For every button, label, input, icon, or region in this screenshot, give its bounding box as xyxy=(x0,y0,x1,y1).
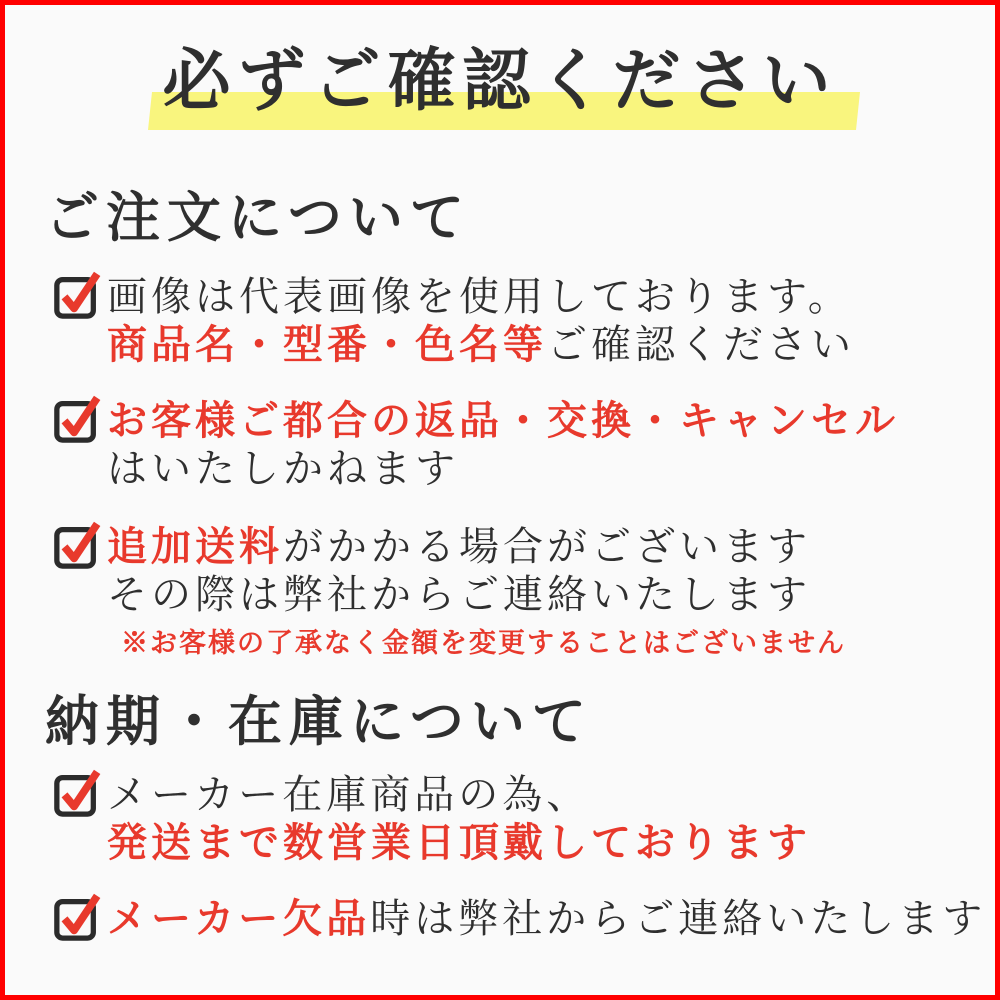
item-line xyxy=(107,895,987,943)
text-dark: その際は弊社からご連絡いたします xyxy=(107,572,811,618)
item-text xyxy=(107,523,975,663)
text-red: お客様ご都合の返品・交換・キャンセル xyxy=(107,398,899,444)
text-dark: 画像は代表画像を使用しております。 xyxy=(107,274,852,320)
checklist-item-maker-shortage xyxy=(53,895,987,943)
checkbox-icon xyxy=(53,889,101,943)
checkbox-icon xyxy=(53,765,101,819)
text-dark: がかかる場合がございます xyxy=(283,524,811,570)
checkbox-icon xyxy=(53,267,101,321)
text-dark: メーカー在庫商品の為、 xyxy=(107,772,591,818)
text-red: 商品名・型番・色名等 xyxy=(107,322,547,368)
checkbox-icon xyxy=(53,517,101,571)
item-text xyxy=(107,771,975,867)
section-heading-stock: 納期・在庫について xyxy=(45,692,593,753)
checkbox-icon xyxy=(53,391,101,445)
item-line xyxy=(107,445,975,493)
text-red: 追加送料 xyxy=(107,524,283,570)
text-dark: はいたしかねます xyxy=(107,446,459,492)
text-red: メーカー欠品 xyxy=(107,896,371,942)
text-dark: 時は弊社からご連絡いたします xyxy=(370,896,987,942)
text-dark: ご確認ください xyxy=(547,322,855,368)
item-line xyxy=(107,273,975,321)
item-note: ※お客様の了承なく金額を変更することはございません xyxy=(121,628,846,659)
item-text xyxy=(107,895,987,943)
checklist-item-maker-stock xyxy=(53,771,975,867)
checklist-item-representative-image xyxy=(53,273,975,369)
checklist-item-returns xyxy=(53,397,975,493)
item-line xyxy=(107,819,975,867)
section-heading-orders: ご注文について xyxy=(45,188,471,249)
item-line xyxy=(107,523,975,571)
checklist-item-extra-shipping xyxy=(53,523,975,663)
item-line xyxy=(107,397,975,445)
item-text xyxy=(107,397,975,493)
item-line xyxy=(107,571,975,619)
text-red: 発送まで数営業日頂戴しております xyxy=(107,820,811,866)
page-title-wrap xyxy=(5,37,995,125)
item-text xyxy=(107,273,975,369)
item-line xyxy=(107,321,975,369)
page-title: 必ずご確認ください xyxy=(162,43,838,119)
item-line xyxy=(107,771,975,819)
